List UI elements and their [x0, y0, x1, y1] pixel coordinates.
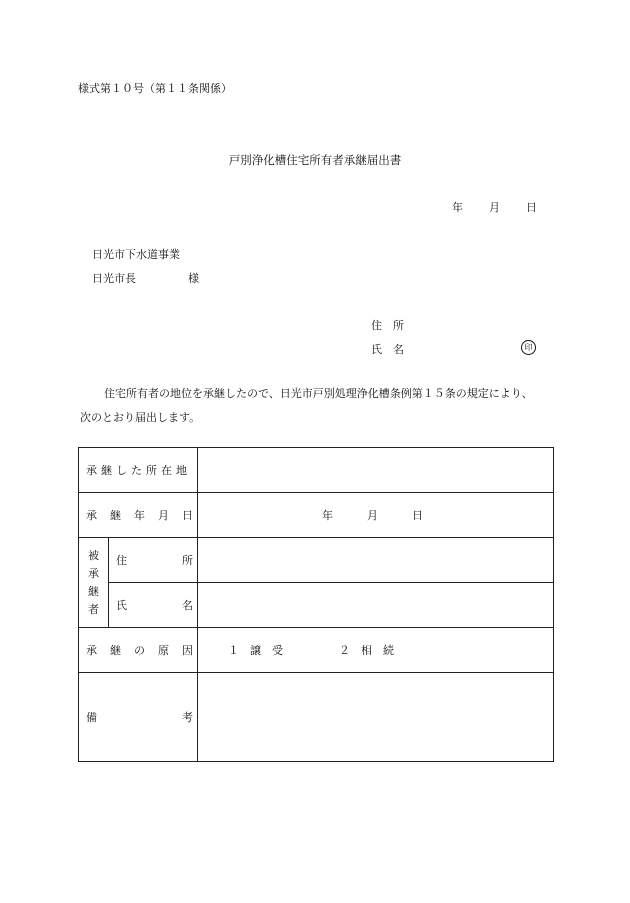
- date-day: 日: [412, 509, 423, 522]
- row-predecessor-address: [79, 538, 554, 583]
- form-number: 様式第１０号（第１１条関係）: [78, 82, 232, 95]
- submission-date: [452, 199, 537, 215]
- row-location: [79, 448, 554, 493]
- date-label: 承 継 年 月 日: [86, 509, 193, 522]
- predecessor-name-label: 氏 名: [116, 599, 193, 612]
- seal-mark: 印: [521, 340, 536, 355]
- day-label: 日: [526, 201, 537, 214]
- honorific: 様: [188, 272, 199, 285]
- date-year: 年: [322, 509, 333, 522]
- predecessor-address-label: 住 所: [116, 554, 193, 567]
- predecessor-address-value-cell[interactable]: [198, 538, 554, 583]
- reason-option-inheritance[interactable]: ２ 相 続: [339, 644, 394, 657]
- row-succession-reason: [79, 628, 554, 673]
- remarks-label: 備 考: [86, 711, 193, 724]
- remarks-label-cell: [79, 673, 198, 762]
- predecessor-name-label-cell: [109, 583, 198, 628]
- date-value-cell[interactable]: [198, 493, 554, 538]
- predecessor-label-cell: [79, 538, 109, 628]
- location-value-cell[interactable]: [198, 448, 554, 493]
- reason-option-transfer[interactable]: １ 譲 受: [228, 644, 283, 657]
- applicant-address-label: 住 所: [371, 319, 404, 332]
- succession-form-table: [78, 447, 554, 762]
- remarks-value-cell[interactable]: [198, 673, 554, 762]
- predecessor-label: 被 承 継 者: [88, 548, 99, 616]
- year-label: 年: [452, 201, 463, 214]
- reason-label: 承 継 の 原 因: [86, 644, 193, 657]
- recipient-mayor: [92, 270, 199, 286]
- body-line-1: 住宅所有者の地位を承継したので、日光市戸別処理浄化槽条例第１５条の規定により、: [104, 387, 533, 400]
- body-text: [80, 382, 533, 430]
- month-label: 月: [489, 201, 500, 214]
- row-remarks: [79, 673, 554, 762]
- mayor-title: 日光市長: [92, 272, 136, 285]
- reason-label-cell: [79, 628, 198, 673]
- body-line-2: 次のとおり届出します。: [80, 411, 201, 424]
- recipient-organization: 日光市下水道事業: [92, 248, 180, 261]
- predecessor-name-value-cell[interactable]: [198, 583, 554, 628]
- applicant-name-label: 氏 名: [371, 343, 404, 356]
- predecessor-address-label-cell: [109, 538, 198, 583]
- row-predecessor-name: [79, 583, 554, 628]
- document-title: 戸別浄化槽住宅所有者承継届出書: [228, 153, 402, 167]
- location-label-cell: [79, 448, 198, 493]
- date-label-cell: [79, 493, 198, 538]
- reason-value-cell: [198, 628, 554, 673]
- location-label: 承継した所在地: [86, 464, 191, 477]
- row-succession-date: [79, 493, 554, 538]
- date-month: 月: [367, 509, 378, 522]
